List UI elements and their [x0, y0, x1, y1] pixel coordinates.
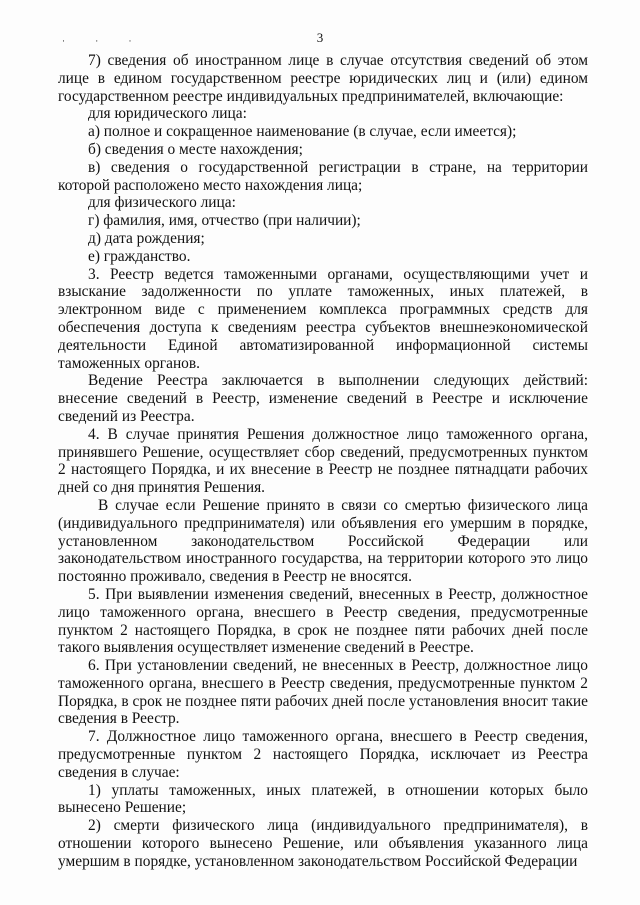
paragraph: 2) смерти физического лица (индивидуального предпринимателя), в отношении которого вынесено Решение, или объявления указанного лица умершим в порядке, установленном законодательством Российской Федерации [58, 817, 588, 870]
paragraph: в) сведения о государственной регистрации в стране, на территории которой расположено место нахождения лица; [58, 158, 588, 194]
paragraph: г) фамилия, имя, отчество (при наличии); [88, 212, 361, 230]
scan-specks: · · · [62, 36, 146, 46]
paragraph: 5. При выявлении изменения сведений, внесенных в Реестр, должностное лицо таможенного органа, внесшего в Реестр сведения, предусмотренные пунктом 2 настоящего Порядка, в срок не позднее пяти рабочих дней после такого выявления осуществляет изменение сведений в Реестре. [58, 585, 588, 657]
paragraph: б) сведения о месте нахождения; [88, 140, 303, 158]
paragraph: В случае если Решение принято в связи со смертью физического лица (индивидуального предпринимателя) или объявления его умершим в порядке, установленном законодательством Российской Федерации или законодательством иностранного государства, на территории которого это лицо постоянно проживало, сведения в Реестр не вносятся. [58, 496, 588, 586]
paragraph: а) полное и сокращенное наименование (в случае, если имеется); [88, 123, 517, 141]
paragraph: 7. Должностное лицо таможенного органа, внесшего в Реестр сведения, предусмотренные пунктом 2 настоящего Порядка, исключает из Реестра сведения в случае: [58, 728, 588, 781]
paragraph: 1) уплаты таможенных, иных платежей, в отношении которых было вынесено Решение; [58, 781, 588, 817]
paragraph: е) гражданство. [88, 247, 191, 265]
paragraph: 6. При установлении сведений, не внесенных в Реестр, должностное лицо таможенного органа, внесшего в Реестр сведения, предусмотренные пунктом 2 Порядка, в срок не позднее пяти рабочих дней после установления вносит такие сведения в Реестр. [58, 657, 588, 728]
page-number: 3 [316, 30, 324, 45]
document-body [58, 52, 588, 871]
paragraph: 4. В случае принятия Решения должностное лицо таможенного органа, принявшего Решение, осуществляет сбор сведений, предусмотренных пунктом 2 настоящего Порядка, и их внесение в Реестр не позднее пятнадцати рабочих дней со дня принятия Решения. [58, 425, 588, 497]
paragraph: для физического лица: [88, 194, 236, 212]
paragraph: д) дата рождения; [88, 229, 205, 247]
paragraph: для юридического лица: [88, 105, 247, 123]
paragraph: Ведение Реестра заключается в выполнении следующих действий: внесение сведений в Реестр, изменение сведений в Реестре и исключение сведений из Реестра. [58, 372, 588, 425]
paragraph: 3. Реестр ведется таможенными органами, осуществляющими учет и взыскание задолженности по уплате таможенных, иных платежей, в электронном виде с применением комплекса программных средств для обеспечения доступа к сведениям реестра субъектов внешнеэкономической деятельности Единой автоматизированной информационной системы таможенных органов. [58, 265, 588, 372]
paragraph: 7) сведения об иностранном лице в случае отсутствия сведений об этом лице в едином государственном реестре юридических лиц и (или) едином государственном реестре индивидуальных предпринимателей, включающие: [58, 52, 588, 105]
